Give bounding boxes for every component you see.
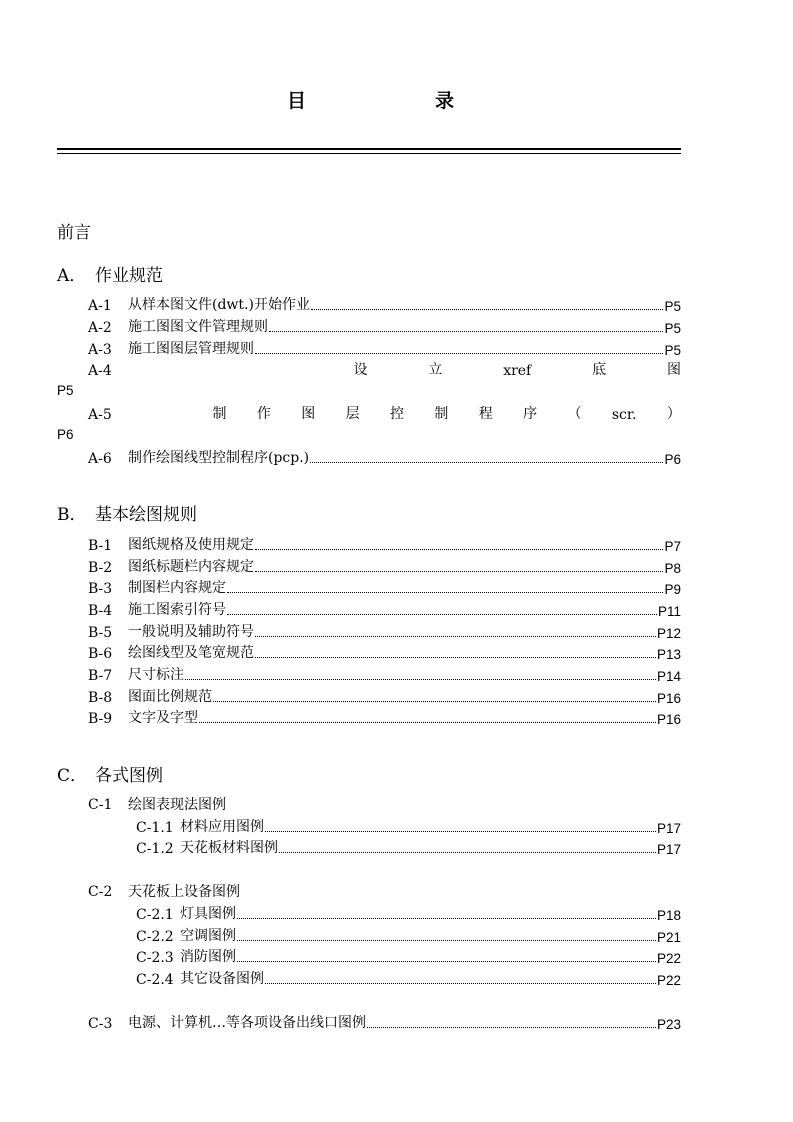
entry-code: C-2 (88, 884, 113, 900)
entry-code: C-2.4 (136, 972, 174, 988)
entry-page: P14 (656, 669, 681, 684)
entry-word: 序 (523, 406, 538, 422)
entry-page: P16 (656, 691, 681, 706)
section-b-heading (57, 500, 197, 525)
entry-label: 制图栏内容规定 (128, 580, 226, 596)
entry-page: P13 (656, 647, 681, 662)
title-rule-thin (57, 153, 681, 154)
dot-leader (265, 982, 656, 984)
entry-code: C-3 (88, 1016, 113, 1032)
dot-leader (255, 570, 663, 572)
section-a-title: 作业规范 (95, 266, 163, 286)
dot-leader (255, 548, 663, 550)
entry-page: P9 (664, 582, 681, 597)
dot-leader (227, 591, 663, 593)
entry-word: 底 (592, 362, 607, 378)
toc-entry (88, 642, 681, 662)
entry-word: ） (666, 406, 681, 422)
entry-code: B-1 (88, 538, 113, 554)
entry-word: 图 (301, 406, 316, 422)
entry-page: P7 (664, 539, 681, 554)
entry-label: 天花板上设备图例 (128, 884, 240, 900)
dot-leader (367, 1026, 656, 1028)
entry-label: 天花板材料图例 (180, 840, 278, 856)
dot-leader (279, 851, 656, 853)
toc-entry-justified (88, 359, 681, 379)
entry-code: B-6 (88, 646, 113, 662)
entry-word: 图 (666, 362, 681, 378)
title-rule-thick (57, 148, 681, 150)
toc-subentry (136, 925, 681, 945)
entry-code: C-1 (88, 797, 113, 813)
entry-label: 空调图例 (180, 928, 236, 944)
entry-word: 立 (428, 362, 443, 378)
entry-label: 消防图例 (180, 949, 236, 965)
section-a-letter: A． (57, 266, 87, 286)
entry-label: 图纸标题栏内容规定 (128, 559, 254, 575)
entry-word: 制 (434, 406, 449, 422)
entry-code: C-2.1 (136, 907, 174, 923)
entry-page: P6 (664, 452, 681, 467)
entry-code: A-3 (88, 342, 112, 358)
entry-page: P12 (656, 626, 681, 641)
entry-code: A-4 (88, 363, 112, 379)
entry-word: xref (503, 363, 532, 379)
dot-leader (237, 960, 656, 962)
toc-entry (88, 556, 681, 576)
dot-leader (227, 613, 657, 615)
entry-page: P11 (657, 604, 681, 619)
toc-group-heading (88, 794, 226, 814)
entry-label: 从样本图文件(dwt.)开始作业 (128, 297, 310, 313)
entry-word: 设 (353, 362, 368, 378)
entry-code: C-1.1 (136, 820, 174, 836)
toc-entry (88, 338, 681, 358)
entry-label: 绘图线型及笔宽规范 (128, 645, 254, 661)
dot-leader (255, 656, 656, 658)
section-b-title: 基本绘图规则 (95, 505, 197, 525)
entry-label: 施工图图文件管理规则 (128, 319, 268, 335)
toc-subentry (136, 903, 681, 923)
toc-entry (88, 447, 681, 467)
entry-code: A-2 (88, 320, 112, 336)
dot-leader (255, 352, 663, 354)
dot-leader (199, 721, 656, 723)
entry-word: （ (567, 406, 582, 422)
toc-entry (88, 577, 681, 597)
toc-group-heading (88, 881, 240, 901)
entry-page: P5 (664, 343, 681, 358)
toc-entry (88, 1012, 681, 1032)
entry-word: 制 (212, 406, 227, 422)
entry-code: B-9 (88, 711, 113, 727)
title-char-right: 录 (435, 90, 455, 112)
entry-page: P17 (656, 842, 681, 857)
dot-leader (269, 330, 663, 332)
dot-leader (255, 635, 656, 637)
entry-code: C-2.3 (136, 950, 174, 966)
entry-page: P22 (656, 951, 681, 966)
entry-page-wrapped: P5 (57, 383, 74, 398)
entry-code: B-5 (88, 625, 113, 641)
entry-code: B-7 (88, 668, 113, 684)
toc-entry (88, 316, 681, 336)
entry-code: B-4 (88, 603, 113, 619)
toc-entry (88, 686, 681, 706)
entry-label: 材料应用图例 (180, 819, 264, 835)
section-c-letter: C． (57, 766, 88, 786)
section-a-heading (57, 261, 163, 286)
entry-code: A-5 (88, 407, 112, 423)
toc-entry (88, 621, 681, 641)
entry-label: 其它设备图例 (180, 971, 264, 987)
dot-leader (310, 461, 663, 463)
entry-code: C-1.2 (136, 841, 174, 857)
entry-code: B-8 (88, 690, 113, 706)
entry-code: B-3 (88, 581, 113, 597)
entry-page: P23 (656, 1017, 681, 1032)
toc-entry (88, 294, 681, 314)
section-c-heading (57, 761, 163, 786)
entry-word: 程 (478, 406, 493, 422)
toc-subentry (136, 837, 681, 857)
entry-label: 灯具图例 (180, 906, 236, 922)
dot-leader (311, 308, 664, 310)
preface-heading: 前言 (57, 223, 91, 243)
entry-label: 绘图表现法图例 (128, 797, 226, 813)
entry-label: 尺寸标注 (128, 667, 184, 683)
entry-page-wrapped: P6 (57, 427, 74, 442)
section-c-title: 各式图例 (95, 766, 163, 786)
entry-code: C-2.2 (136, 929, 174, 945)
toc-subentry (136, 816, 681, 836)
dot-leader (237, 917, 656, 919)
entry-page: P18 (656, 908, 681, 923)
toc-entry (88, 707, 681, 727)
entry-page: P5 (664, 299, 681, 314)
dot-leader (213, 700, 656, 702)
toc-entry (88, 534, 681, 554)
toc-entry (88, 599, 681, 619)
entry-word: 层 (345, 406, 360, 422)
entry-label: 图面比例规范 (128, 689, 212, 705)
toc-subentry (136, 946, 681, 966)
title-char-left: 目 (287, 90, 307, 112)
entry-page: P21 (656, 930, 681, 945)
entry-code: A-6 (88, 451, 112, 467)
entry-word: 控 (390, 406, 404, 422)
entry-page: P22 (656, 973, 681, 988)
entry-label: 一般说明及辅助符号 (128, 624, 254, 640)
entry-label: 图纸规格及使用规定 (128, 537, 254, 553)
entry-word: scr. (611, 407, 637, 423)
entry-code: A-1 (88, 298, 112, 314)
dot-leader (265, 830, 656, 832)
entry-label: 施工图索引符号 (128, 602, 226, 618)
entry-label: 施工图图层管理规则 (128, 341, 254, 357)
entry-code: B-2 (88, 560, 113, 576)
entry-label: 文字及字型 (128, 710, 198, 726)
dot-leader (237, 939, 656, 941)
document-title (0, 86, 793, 112)
entry-page: P8 (664, 561, 681, 576)
toc-subentry (136, 968, 681, 988)
dot-leader (185, 678, 656, 680)
toc-entry (88, 664, 681, 684)
section-b-letter: B． (57, 505, 87, 525)
entry-label: 制作绘图线型控制程序(pcp.) (128, 450, 310, 466)
entry-page: P16 (656, 712, 681, 727)
entry-page: P5 (664, 321, 681, 336)
toc-entry-justified (88, 403, 681, 423)
entry-label: 电源、计算机…等各项设备出线口图例 (128, 1015, 366, 1031)
entry-page: P17 (656, 821, 681, 836)
entry-word: 作 (256, 406, 271, 422)
